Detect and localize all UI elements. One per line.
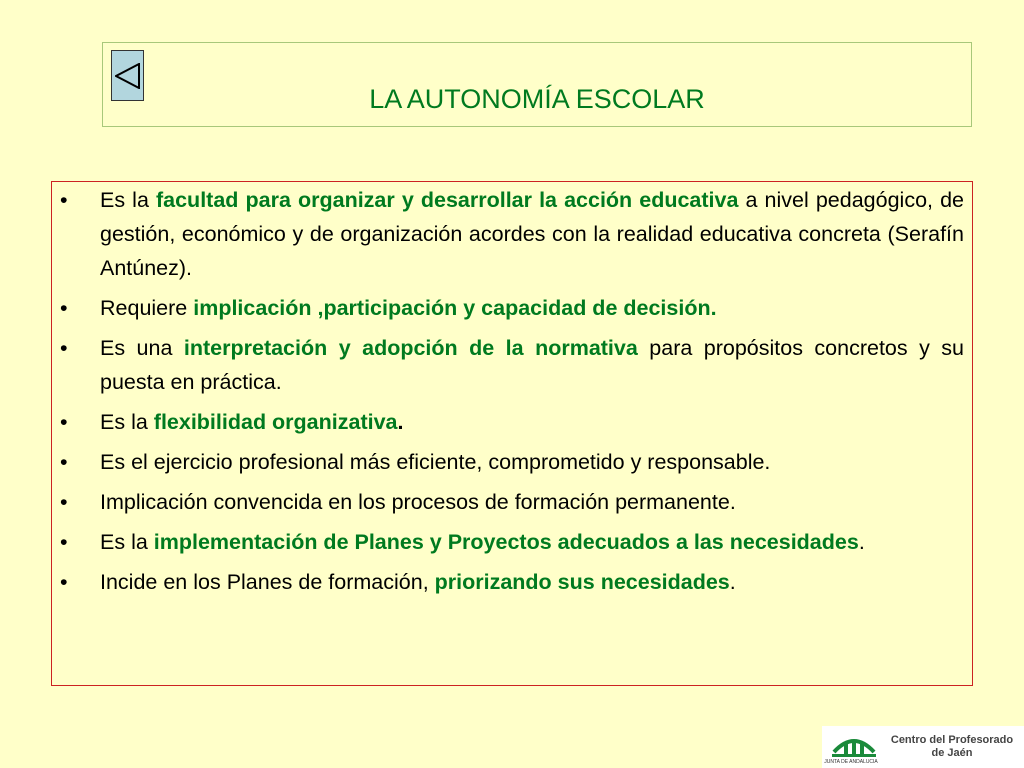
bullet-item [56,405,964,439]
bullet-item [56,565,964,599]
body-text: Incide en los Planes de formación, [100,570,435,594]
bullet-item [56,445,964,479]
body-text: Es una [100,336,184,360]
bullet-item [56,485,964,519]
bullet-list [56,183,964,605]
body-text: Requiere [100,296,194,320]
highlight-text: flexibilidad organizativa [153,410,398,434]
body-text: Es la [100,410,154,434]
highlight-text: priorizando sus necesidades [434,570,730,594]
cep-name-line2: de Jaén [931,747,973,759]
bullet-item [56,291,964,325]
bullet-item [56,525,964,559]
body-text: Es la [100,530,154,554]
body-text: para propósitos concretos y su puesta en práctica. [100,336,965,394]
body-text: . [729,570,736,594]
body-text: Es la [100,188,156,212]
junta-label: JUNTA DE ANDALUCIA [824,759,878,765]
highlight-text: facultad para organizar y desarrollar la acción educativa [155,188,739,212]
body-text: . [397,410,404,434]
cep-logo [822,726,1024,768]
highlight-text: implementación de Planes y Proyectos adecuados a las necesidades [153,530,859,554]
bullet-item [56,183,964,285]
body-text: Es el ejercicio profesional más eficiente, comprometido y responsable. [100,450,771,474]
junta-andalucia-emblem-icon [826,728,882,760]
bullet-item [56,331,964,399]
page-title-text: LA AUTONOMÍA ESCOLAR [369,84,705,114]
cep-name [882,734,1022,760]
body-text: Implicación convencida en los procesos de formación permanente. [100,490,736,514]
cep-name-line1: Centro del Profesorado [890,734,1014,746]
highlight-text: interpretación y adopción de la normativa [183,336,638,360]
highlight-text: implicación ,participación y capacidad de decisión. [193,296,717,320]
body-text: a nivel pedagógico, de gestión, económico y de organización acordes con la realidad educativa concreta (Serafín Antúnez). [100,188,964,280]
page-title [102,84,972,115]
body-text: . [858,530,865,554]
